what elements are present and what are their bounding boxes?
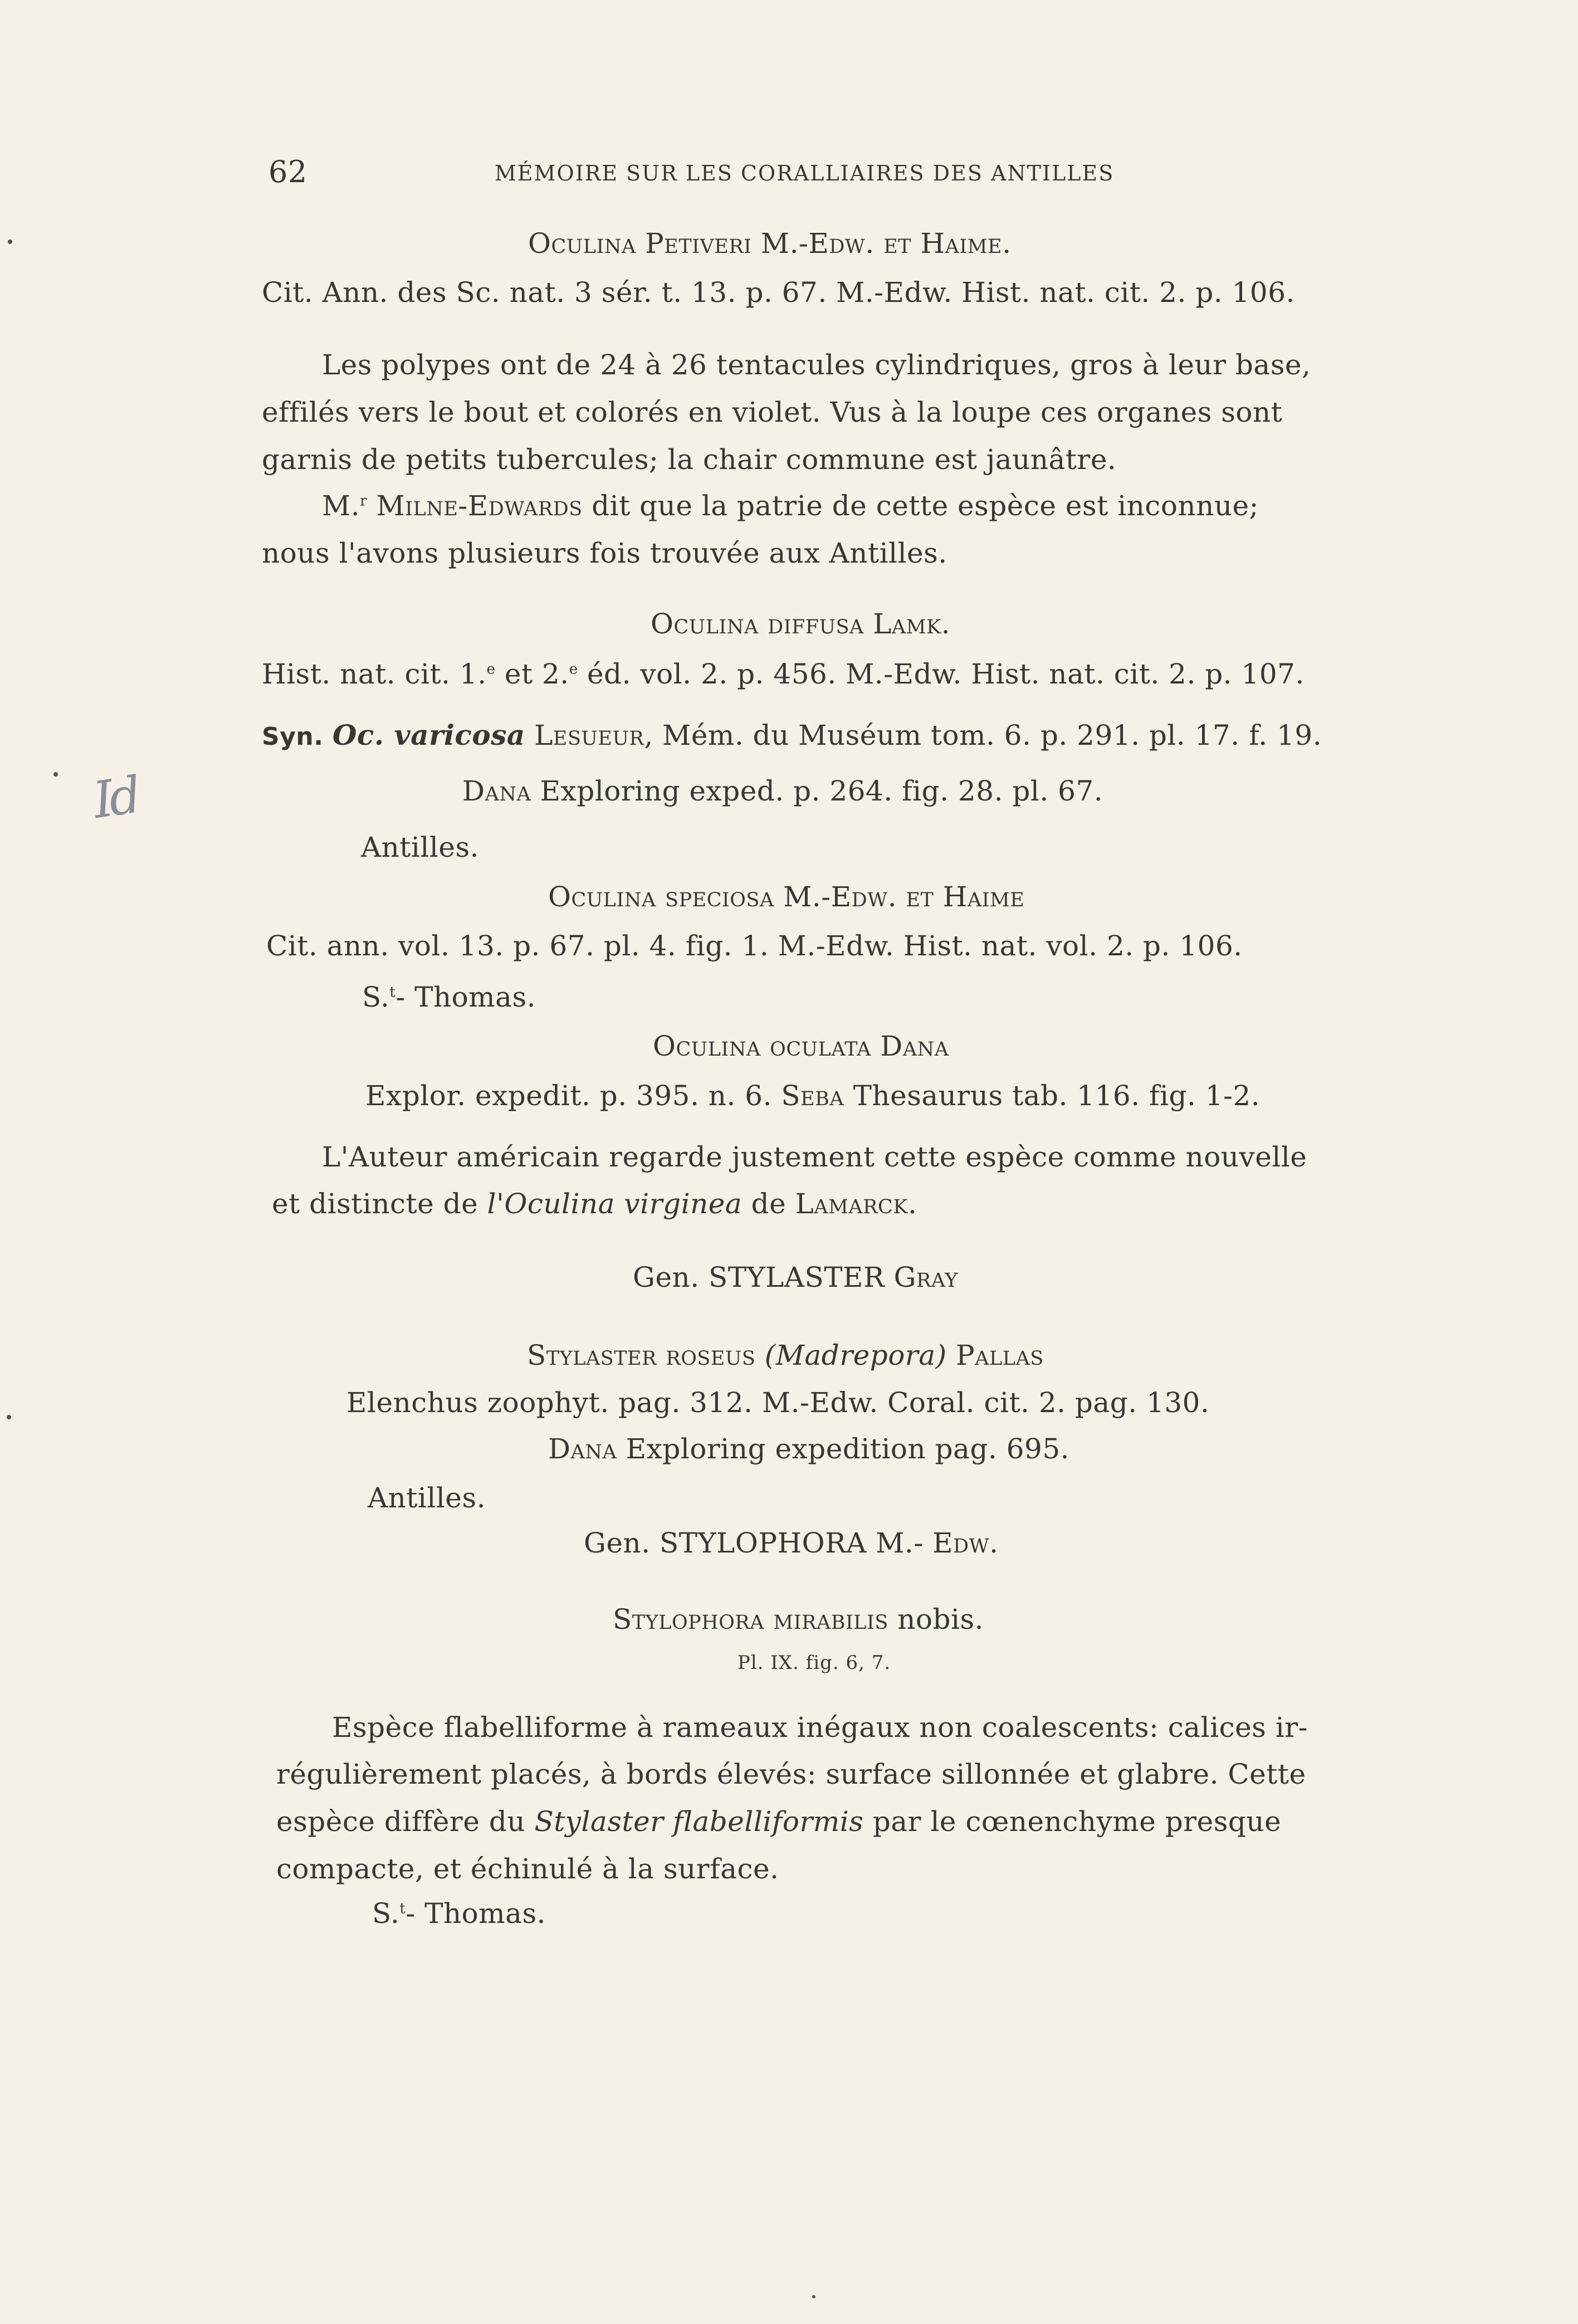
paper-speck <box>53 772 58 777</box>
species-italic: Stylaster flabelliformis <box>534 1805 864 1838</box>
text-segment: S. <box>372 1897 400 1930</box>
genus-heading-stylophora <box>584 1529 999 1557</box>
text-segment: - Thomas. <box>406 1897 546 1930</box>
locality: Antilles. <box>368 1482 486 1514</box>
author-name: Pallas <box>956 1339 1044 1371</box>
paragraph-line: Les polypes ont de 24 à 26 tentacules cylindriques, gros à leur base, <box>322 349 1311 381</box>
author-name: Milne-Edwards <box>376 490 583 522</box>
author-name: M.- Edw. <box>876 1527 999 1559</box>
genus-heading-stylaster <box>633 1263 958 1291</box>
text-segment: de <box>751 1188 786 1220</box>
locality <box>362 983 536 1011</box>
genus-name: Gen. STYLOPHORA <box>584 1527 867 1559</box>
citation-line: Cit. Ann. des Sc. nat. 3 sér. t. 13. p. 67. M.-Edw. Hist. nat. cit. 2. p. 106. <box>262 276 1295 309</box>
species-italic: l'Oculina virginea <box>487 1188 742 1220</box>
author-name: Lamarck. <box>795 1188 917 1220</box>
text-segment: - Thomas. <box>395 981 536 1013</box>
citation-line <box>462 777 1103 805</box>
citation-line: Elenchus zoophyt. pag. 312. M.-Edw. Coral. cit. 2. pag. 130. <box>346 1386 1210 1419</box>
margin-annotation: Id <box>90 766 141 830</box>
species-title-oculina-oculata: Oculina oculata Dana <box>653 1030 949 1062</box>
citation-line: Cit. ann. vol. 13. p. 67. pl. 4. fig. 1. M.-Edw. Hist. nat. vol. 2. p. 106. <box>266 930 1243 962</box>
paper-speck <box>8 240 12 244</box>
paragraph-line <box>272 1190 917 1218</box>
text-segment: Thesaurus tab. 116. fig. 1-2. <box>853 1080 1261 1112</box>
paragraph-line: effilés vers le bout et colorés en violet. Vus à la loupe ces organes sont <box>262 396 1283 428</box>
species-italic: (Madrepora) <box>764 1339 947 1371</box>
page-number: 62 <box>268 154 307 189</box>
species-title-oculina-diffusa: Oculina diffusa Lamk. <box>651 608 951 640</box>
paragraph-line: nous l'avons plusieurs fois trouvée aux Antilles. <box>262 537 947 569</box>
paper-speck <box>7 1415 11 1419</box>
text-segment: espèce diffère du <box>276 1805 526 1838</box>
species-title-stylophora-mirabilis <box>613 1605 984 1633</box>
species-name: Stylaster roseus <box>527 1339 756 1371</box>
paragraph-line: L'Auteur américain regarde justement cette espèce comme nouvelle <box>322 1141 1307 1173</box>
plate-reference: Pl. IX. fig. 6, 7. <box>737 1652 891 1674</box>
paragraph-line <box>322 492 1259 520</box>
author-name: Dana <box>462 775 531 807</box>
superscript: t <box>389 984 396 1001</box>
species-title-stylaster-roseus <box>527 1341 1044 1369</box>
synonym-line <box>262 721 1322 749</box>
species-title-oculina-speciosa: Oculina speciosa M.-Edw. et Haime <box>548 881 1025 913</box>
genus-name: Gen. STYLASTER <box>633 1261 885 1293</box>
locality: Antilles. <box>361 831 480 863</box>
locality <box>372 1897 546 1930</box>
species-name: Stylophora mirabilis <box>613 1603 888 1635</box>
paragraph-line: Espèce flabelliforme à rameaux inégaux non coalescents: calices ir- <box>332 1711 1308 1744</box>
text-segment: et distincte de <box>272 1188 478 1220</box>
text-segment: et 2. <box>504 658 569 690</box>
paper-speck <box>812 2295 815 2298</box>
text-segment: par le cœnenchyme presque <box>872 1805 1282 1838</box>
text-segment: M. <box>322 490 360 522</box>
text-segment: nobis. <box>897 1603 984 1635</box>
paragraph-line: garnis de petits tubercules; la chair commune est jaunâtre. <box>262 443 1117 476</box>
paragraph-line: compacte, et échinulé à la surface. <box>276 1853 779 1885</box>
paragraph-line: régulièrement placés, à bords élevés: surface sillonnée et glabre. Cette <box>276 1758 1306 1790</box>
synonym-species: Oc. varicosa <box>332 719 525 751</box>
citation-line <box>365 1082 1260 1110</box>
superscript: r <box>360 492 368 510</box>
author-name: Lesueur, <box>534 719 653 751</box>
superscript: e <box>486 661 496 678</box>
superscript: t <box>399 1900 406 1917</box>
citation-line <box>548 1435 1069 1463</box>
author-name: Seba <box>781 1080 844 1112</box>
species-title-oculina-petiveri: Oculina Petiveri M.-Edw. et Haime. <box>528 227 1012 260</box>
text-segment: Mém. du Muséum tom. 6. p. 291. pl. 17. f. 19. <box>662 719 1322 751</box>
citation-line <box>262 660 1305 688</box>
syn-label: Syn. <box>262 722 324 751</box>
text-segment: dit que la patrie de cette espèce est inconnue; <box>592 490 1259 522</box>
text-segment: Exploring expedition pag. 695. <box>626 1433 1070 1465</box>
paragraph-line <box>276 1805 1282 1838</box>
text-segment: Exploring exped. p. 264. fig. 28. pl. 67. <box>540 775 1103 807</box>
text-segment: Hist. nat. cit. 1. <box>262 658 487 690</box>
text-segment: éd. vol. 2. p. 456. M.-Edw. Hist. nat. cit. 2. p. 107. <box>587 658 1305 690</box>
superscript: e <box>569 661 578 678</box>
author-name: Dana <box>548 1433 617 1465</box>
running-title: MÉMOIRE SUR LES CORALLIAIRES DES ANTILLES <box>495 161 1115 185</box>
text-segment: S. <box>362 981 390 1013</box>
text-segment: Explor. expedit. p. 395. n. 6. <box>365 1080 772 1112</box>
author-name: Gray <box>893 1261 958 1293</box>
